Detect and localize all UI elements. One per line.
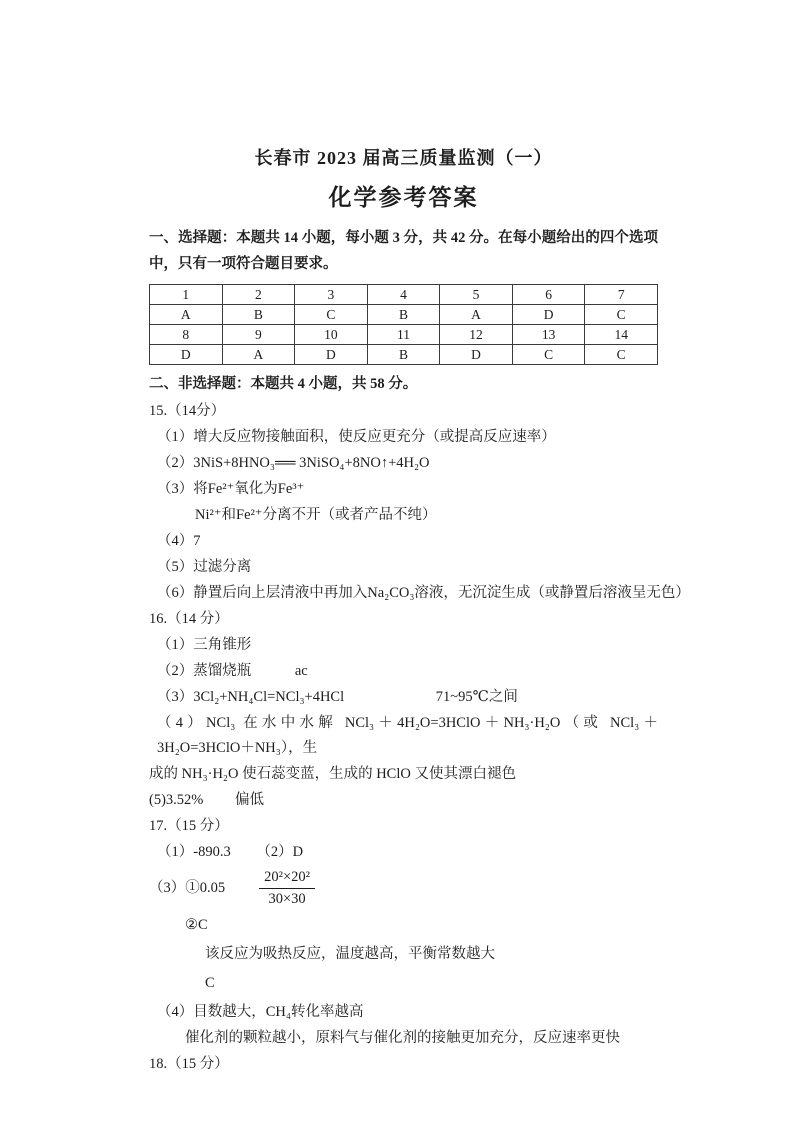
answer-table xyxy=(149,284,658,365)
q16-answer-3b-text: 71~95℃之间 xyxy=(435,689,518,705)
q17-answer-2: （2）D xyxy=(256,844,304,860)
document-title: 长春市 2023 届高三质量监测（一） xyxy=(254,148,553,168)
q16-answer-5b-text: 偏低 xyxy=(235,792,264,808)
table-cell: 7 xyxy=(585,285,658,305)
q15-answer-6: （6）静置后向上层清液中再加入Na₂CO₃溶液，无沉淀生成（或静置后溶液呈无色） xyxy=(157,585,690,601)
q16-answer-3-equation: （3）3Cl₂+NH₄Cl=NCl₃+4HCl xyxy=(157,689,345,705)
q16-answer-1: （1）三角锥形 xyxy=(157,637,252,653)
question-15-number: 15.（14分） xyxy=(149,403,226,419)
table-cell: A xyxy=(440,305,513,325)
table-row xyxy=(150,285,658,305)
table-row xyxy=(150,305,658,325)
table-cell: D xyxy=(150,345,223,365)
q17-answer-3-prefix: （3）①0.05 xyxy=(149,880,226,896)
table-cell: A xyxy=(222,345,295,365)
table-cell: 1 xyxy=(150,285,223,305)
q16-answer-4-line1: （4）NCl₃ 在水中水解 NCl₃＋4H₂O=3HClO＋NH₃·H₂O（或 NCl₃＋3H₂O=3HClO＋NH₃），生 xyxy=(157,715,658,756)
table-cell: 6 xyxy=(512,285,585,305)
table-cell: B xyxy=(367,345,440,365)
table-cell: 14 xyxy=(585,325,658,345)
table-cell: C xyxy=(585,345,658,365)
q16-answer-4-line2: 成的 NH₃·H₂O 使石蕊变蓝，生成的 HClO 又使其漂白褪色 xyxy=(149,766,516,782)
q15-answer-4: （4）7 xyxy=(157,533,201,549)
q15-answer-2: （2）3NiS+8HNO₃══ 3NiSO₄+8NO↑+4H₂O xyxy=(157,455,430,471)
q16-answer-2 xyxy=(157,659,658,684)
q17-answer-4: （4）目数越大，CH₄转化率越高 xyxy=(157,1004,364,1020)
q16-answer-5 xyxy=(149,788,658,813)
table-cell: 11 xyxy=(367,325,440,345)
table-cell: C xyxy=(295,305,368,325)
section-free-heading: 二、非选择题：本题共 4 小题，共 58 分。 xyxy=(149,376,418,392)
table-cell: 9 xyxy=(222,325,295,345)
table-cell: 13 xyxy=(512,325,585,345)
q17-answer-4-note: 催化剂的颗粒越小，原料气与催化剂的接触更加充分，反应速率更快 xyxy=(185,1030,620,1046)
fraction-denominator: 30×30 xyxy=(268,891,306,907)
q15-answer-3: （3）将Fe²⁺氧化为Fe³⁺ xyxy=(157,481,305,497)
table-cell: 5 xyxy=(440,285,513,305)
q16-answer-2b-text: ac xyxy=(294,663,308,679)
document-content xyxy=(149,145,690,1078)
section-choice-heading: 一、选择题：本题共 14 小题，每小题 3 分，共 42 分。在每小题给出的四个选项中，只有一项符合题目要求。 xyxy=(149,230,658,272)
table-row xyxy=(150,345,658,365)
q17-answer-3 xyxy=(149,868,658,909)
table-cell: 2 xyxy=(222,285,295,305)
q15-answer-3-note: Ni²⁺和Fe²⁺分离不开（或者产品不纯） xyxy=(195,507,437,523)
table-cell: B xyxy=(367,305,440,325)
q17-answers-1-2 xyxy=(157,840,658,865)
q15-answer-5: （5）过滤分离 xyxy=(157,559,252,575)
q17-answer-1: （1）-890.3 xyxy=(157,844,231,860)
table-cell: 4 xyxy=(367,285,440,305)
q16-answer-5-value: (5)3.52% xyxy=(149,792,204,808)
q17-answer-3-c: C xyxy=(205,975,215,991)
table-cell: D xyxy=(512,305,585,325)
table-row xyxy=(150,325,658,345)
question-16-number: 16.（14 分） xyxy=(149,611,229,627)
fraction-numerator: 20²×20² xyxy=(259,868,315,889)
table-cell: A xyxy=(150,305,223,325)
equation-fraction xyxy=(259,868,315,909)
table-cell: C xyxy=(512,345,585,365)
q16-answer-2-text: （2）蒸馏烧瓶 xyxy=(157,663,252,679)
q17-answer-3-note: 该反应为吸热反应，温度越高，平衡常数越大 xyxy=(205,946,495,962)
q15-answer-1: （1）增大反应物接触面积，使反应更充分（或提高反应速率） xyxy=(157,429,556,445)
document-subtitle: 化学参考答案 xyxy=(328,185,479,210)
table-cell: B xyxy=(222,305,295,325)
table-cell: D xyxy=(440,345,513,365)
question-18-number: 18.（15 分） xyxy=(149,1056,229,1072)
q17-answer-3-2: ②C xyxy=(185,917,208,933)
q16-answer-3 xyxy=(157,685,658,710)
table-cell: C xyxy=(585,305,658,325)
table-cell: 10 xyxy=(295,325,368,345)
table-cell: 12 xyxy=(440,325,513,345)
table-cell: 3 xyxy=(295,285,368,305)
question-17-number: 17.（15 分） xyxy=(149,818,229,834)
table-cell: D xyxy=(295,345,368,365)
table-cell: 8 xyxy=(150,325,223,345)
